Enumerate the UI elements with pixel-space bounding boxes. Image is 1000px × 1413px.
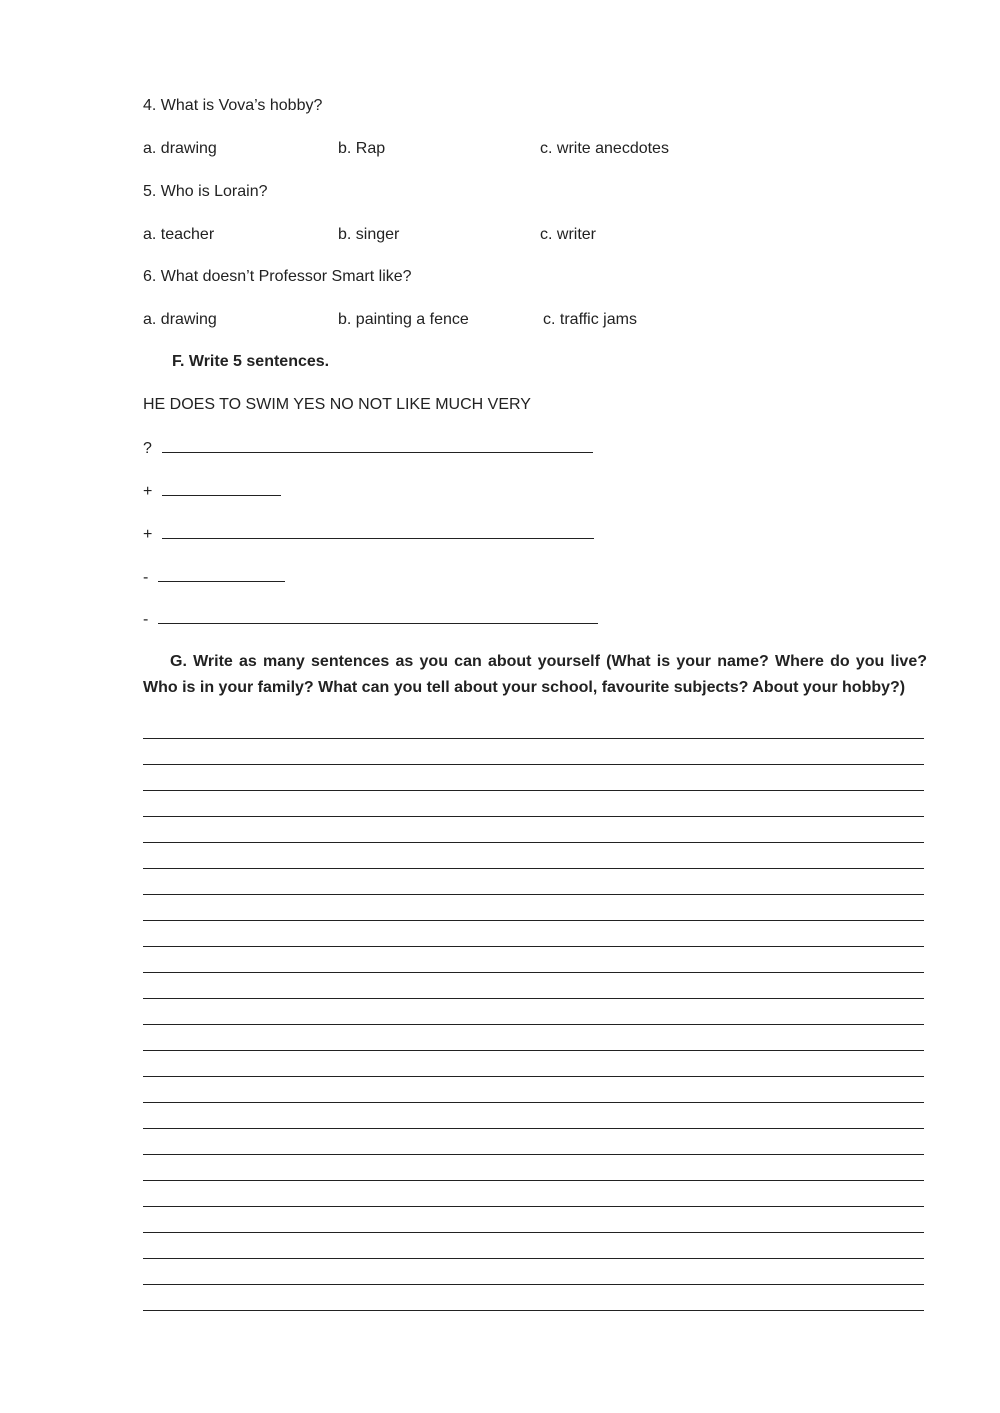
writing-line[interactable] [143, 1050, 924, 1051]
option-4c: c. write anecdotes [540, 140, 669, 157]
prompt-symbol: - [143, 611, 149, 628]
writing-line[interactable] [143, 920, 924, 921]
answer-blank-3[interactable] [162, 524, 594, 539]
answer-blank-4[interactable] [158, 567, 285, 582]
option-6c: c. traffic jams [543, 311, 637, 328]
answer-blank-2[interactable] [162, 481, 281, 496]
prompt-symbol: - [143, 569, 149, 586]
question-5: 5. Who is Lorain? [143, 183, 268, 200]
option-6b: b. painting a fence [338, 311, 469, 328]
option-5a: a. teacher [143, 226, 215, 243]
answer-row-3 [143, 524, 594, 545]
writing-line[interactable] [143, 972, 924, 973]
writing-line[interactable] [143, 816, 924, 817]
option-6a: a. drawing [143, 311, 217, 328]
answer-row-4 [143, 567, 285, 588]
word-bank: HE DOES TO SWIM YES NO NOT LIKE MUCH VERY [143, 396, 531, 413]
option-5b: b. singer [338, 226, 400, 243]
writing-line[interactable] [143, 1310, 924, 1311]
answer-row-1 [143, 438, 593, 459]
section-g-instructions: G. Write as many sentences as you can about yourself (What is your name? Where do you live? Who is in your family? What can you tell about your school, favourite subjects? About your hobby?) [143, 653, 927, 696]
answer-row-2 [143, 481, 281, 502]
prompt-symbol: ? [143, 440, 152, 457]
question-4: 4. What is Vova’s hobby? [143, 97, 323, 114]
option-5c: c. writer [540, 226, 596, 243]
prompt-symbol: + [143, 483, 153, 500]
writing-line[interactable] [143, 894, 924, 895]
prompt-symbol: + [143, 526, 153, 543]
writing-line[interactable] [143, 1180, 924, 1181]
writing-line[interactable] [143, 1024, 924, 1025]
option-4a: a. drawing [143, 140, 217, 157]
writing-line[interactable] [143, 1258, 924, 1259]
writing-line[interactable] [143, 1232, 924, 1233]
writing-line[interactable] [143, 1102, 924, 1103]
writing-line[interactable] [143, 738, 924, 739]
writing-line[interactable] [143, 1076, 924, 1077]
writing-line[interactable] [143, 946, 924, 947]
section-f-heading: F. Write 5 sentences. [172, 353, 330, 370]
option-4b: b. Rap [338, 140, 386, 157]
writing-line[interactable] [143, 868, 924, 869]
writing-line[interactable] [143, 842, 924, 843]
answer-row-5 [143, 609, 598, 630]
answer-blank-1[interactable] [162, 438, 593, 453]
writing-line[interactable] [143, 764, 924, 765]
writing-line[interactable] [143, 998, 924, 999]
writing-line[interactable] [143, 1154, 924, 1155]
writing-line[interactable] [143, 1206, 924, 1207]
writing-line[interactable] [143, 1128, 924, 1129]
answer-blank-5[interactable] [158, 609, 598, 624]
question-6: 6. What doesn’t Professor Smart like? [143, 268, 412, 285]
writing-line[interactable] [143, 1284, 924, 1285]
writing-line[interactable] [143, 790, 924, 791]
